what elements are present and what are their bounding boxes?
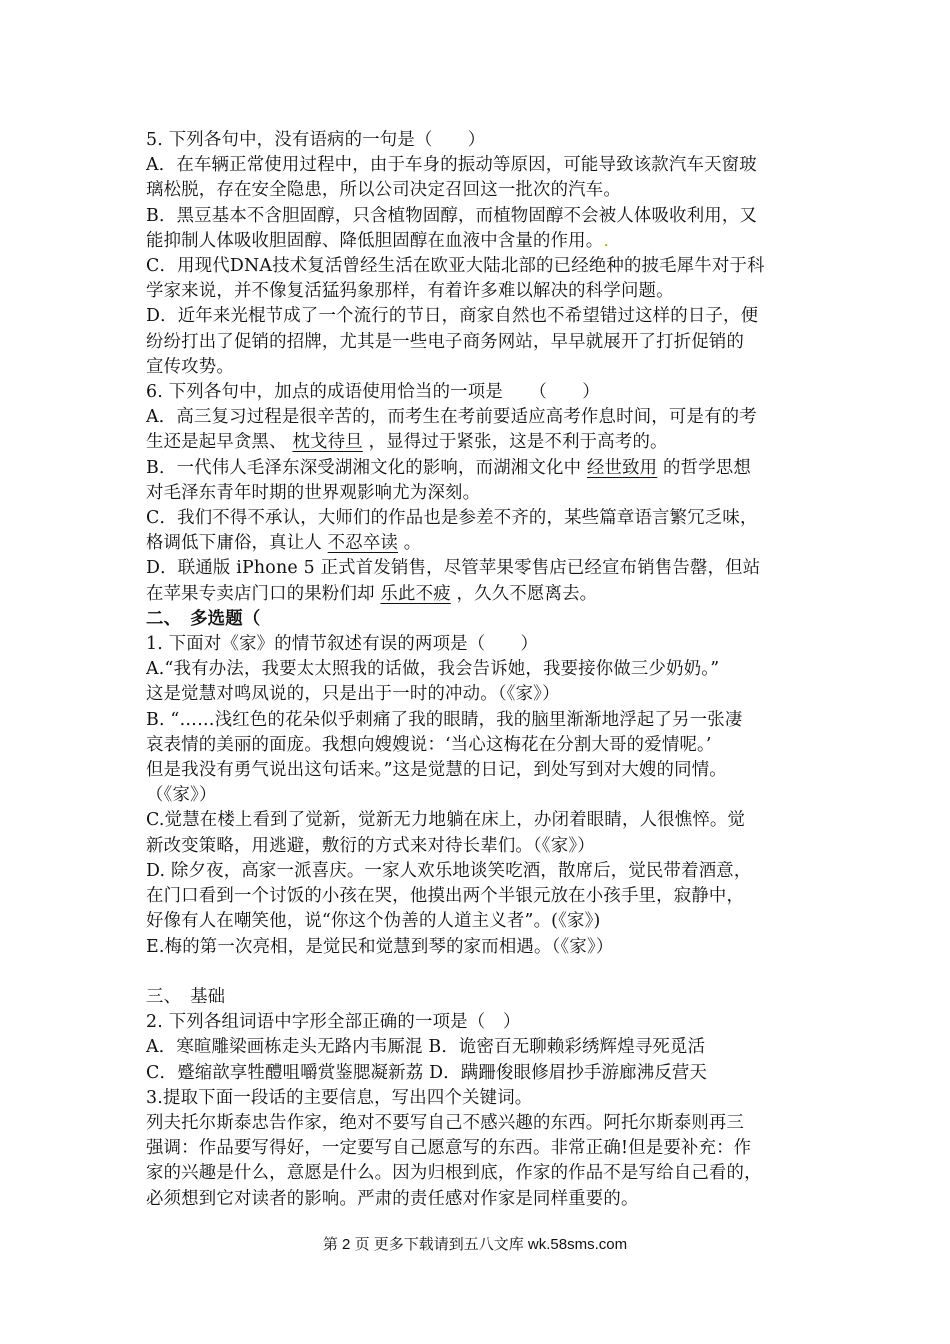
q6-c-text-pre: 格调低下庸俗，真让人 [146,533,322,554]
idiom-underlined: 经世致用 [586,457,658,478]
q5-option-d-line1: D．近年来光棍节成了一个流行的节日，商家自然也不希望错过这样的日子，便 [146,306,759,327]
document-body [146,128,806,1212]
q6-b-text-post: 的哲学思想 [663,457,751,478]
s3-options-cd: C．蹙缩歆享牲醴咀嚼赏鉴腮凝新荔 D．蹒跚俊眼修眉抄手游廊沸反营天 [146,1062,708,1083]
q5-option-c-line1: C．用现代DNA技术复活曾经生活在欧亚大陆北部的已经绝种的披毛犀牛对于科 [146,256,765,277]
s3-passage-line1: 列夫托尔斯泰忠告作家，绝对不要写自己不感兴趣的东西。阿托尔斯泰则再三 [146,1112,745,1133]
s3-passage-line3: 家的兴趣是什么，意愿是什么。因为归根到底，作家的作品不是写给自己看的， [146,1163,762,1184]
page-footer: 第 2 页 更多下载请到五八文库 wk.58sms.com [322,1236,628,1253]
q6-a-text-post: ，显得过于紧张，这是不利于高考的。 [368,432,668,453]
s2-option-d-line3: 好像有人在嘲笑他，说“你这个伪善的人道主义者”。(《家》) [146,911,601,932]
q5-option-d-line3: 宣传攻势。 [146,356,234,377]
q6-option-a-line1: A．高三复习过程是很辛苦的，而考生在考前要适应高考作息时间，可是有的考 [146,407,757,428]
s2-option-d-line1: D. 除夕夜，高家一派喜庆。一家人欢乐地谈笑吃酒，散席后，觉民带着酒意， [146,860,752,881]
section-3-heading: 三、 基础 [146,986,226,1007]
q6-option-b-line1 [146,456,806,481]
s2-option-c-line1: C.觉慧在楼上看到了觉新，觉新无力地躺在床上，办闭着眼睛，人很憔悴。觉 [146,810,746,831]
question-6-stem: 6. 下列各句中，加点的成语使用恰当的一项是 （ ） [146,382,600,403]
q5-option-a-line2: 璃松脱，存在安全隐患，所以公司决定召回这一批次的汽车。 [146,180,621,201]
q6-option-d-line1: D．联通版 iPhone 5 正式首发销售，尽管苹果零售店已经宣布销售告罄，但站 [146,558,761,579]
s3-passage-line4: 必须想到它对读者的影响。严肃的责任感对作家是同样重要的。 [146,1188,639,1209]
s3-question-2-stem: 2. 下列各组词语中字形全部正确的一项是（ ） [146,1012,521,1033]
idiom-underlined: 乐此不疲 [380,583,451,604]
q6-a-text-pre: 生还是起早贪黑、 [146,432,287,453]
q6-option-d-line2 [146,582,806,607]
q5-option-a-line1: A．在车辆正常使用过程中，由于车身的振动等原因，可能导致该款汽车天窗玻 [146,155,757,176]
q6-option-c-line2 [146,531,806,556]
s3-question-3-stem: 3.提取下面一段话的主要信息，写出四个关键词。 [146,1087,533,1108]
s2-option-b-line1: B. “……浅红色的花朵似乎刺痛了我的眼睛，我的脑里渐渐地浮起了另一张凄 [146,709,743,730]
q5-option-b-line2 [146,229,806,254]
s3-passage-line2: 强调：作品要写得好，一定要写自己愿意写的东西。非常正确!但是要补充：作 [146,1138,752,1159]
q6-b-text-pre: B．一代伟人毛泽东深受湖湘文化的影响，而湖湘文化中 [146,457,582,478]
q5-option-d-line2: 纷纷打出了促销的招牌，尤其是一些电子商务网站，早早就展开了打折促销的 [146,331,745,352]
q5-option-b-line1: B．黑豆基本不含胆固醇，只含植物固醇，而植物固醇不会被人体吸收利用，又 [146,205,758,226]
stray-mark: . [603,230,610,251]
q6-c-text-post: 。 [403,533,422,554]
q5-option-b-line2-text: 能抑制人体吸收胆固醇、降低胆固醇在血液中含量的作用。 [146,230,604,251]
s2-option-e-line1: E.梅的第一次亮相，是觉民和觉慧到琴的家而相遇。（《家》） [146,936,614,957]
idiom-underlined: 不忍卒读 [327,533,399,554]
s2-option-b-line3: 但是我没有勇气说出这句话来。”这是觉慧的日记，到处写到对大嫂的同情。 [146,760,727,781]
s2-option-b-line4: （《家》） [146,785,217,806]
s2-option-d-line2: 在门口看到一个讨饭的小孩在哭，他摸出两个半银元放在小孩手里，寂静中， [146,886,745,907]
q6-d-text-post: ，久久不愿离去。 [456,583,598,604]
s2-option-a-line2: 这是觉慧对鸣凤说的，只是出于一时的冲动。（《家》） [146,684,560,705]
q6-d-text-pre: 在苹果专卖店门口的果粉们却 [146,583,375,604]
q6-option-b-line2: 对毛泽东青年时期的世界观影响尤为深刻。 [146,482,481,503]
question-5-stem: 5. 下列各句中，没有语病的一句是（ ） [146,130,486,150]
s2-option-c-line2: 新改变策略，用逃避，敷衍的方式来对待长辈们。（《家》） [146,835,595,856]
q5-option-c-line2: 学家来说，并不像复活猛犸象那样，有着许多难以解决的科学问题。 [146,281,674,302]
blank-line [146,960,806,985]
section-2-heading: 二、 多选题（ [146,608,261,629]
s2-option-b-line2: 哀表情的美丽的面庞。我想向嫂嫂说：‘当心这梅花在分割大哥的爱情呢。’ [146,734,712,755]
idiom-underlined: 枕戈待旦 [292,432,363,453]
q6-option-c-line1: C．我们不得不承认，大师们的作品也是参差不齐的，某些篇章语言繁冗乏味， [146,508,758,529]
s2-option-a-line1: A.“我有办法，我要太太照我的话做，我会告诉她，我要接你做三少奶奶。” [146,659,720,680]
q6-option-a-line2 [146,430,806,455]
s3-options-ab: A．寒暄雕梁画栋走头无路内韦厮混 B．诡密百无聊赖彩绣辉煌寻死觅活 [146,1037,706,1058]
s2-question-1-stem: 1. 下面对《家》的情节叙述有误的两项是（ ） [146,634,539,655]
